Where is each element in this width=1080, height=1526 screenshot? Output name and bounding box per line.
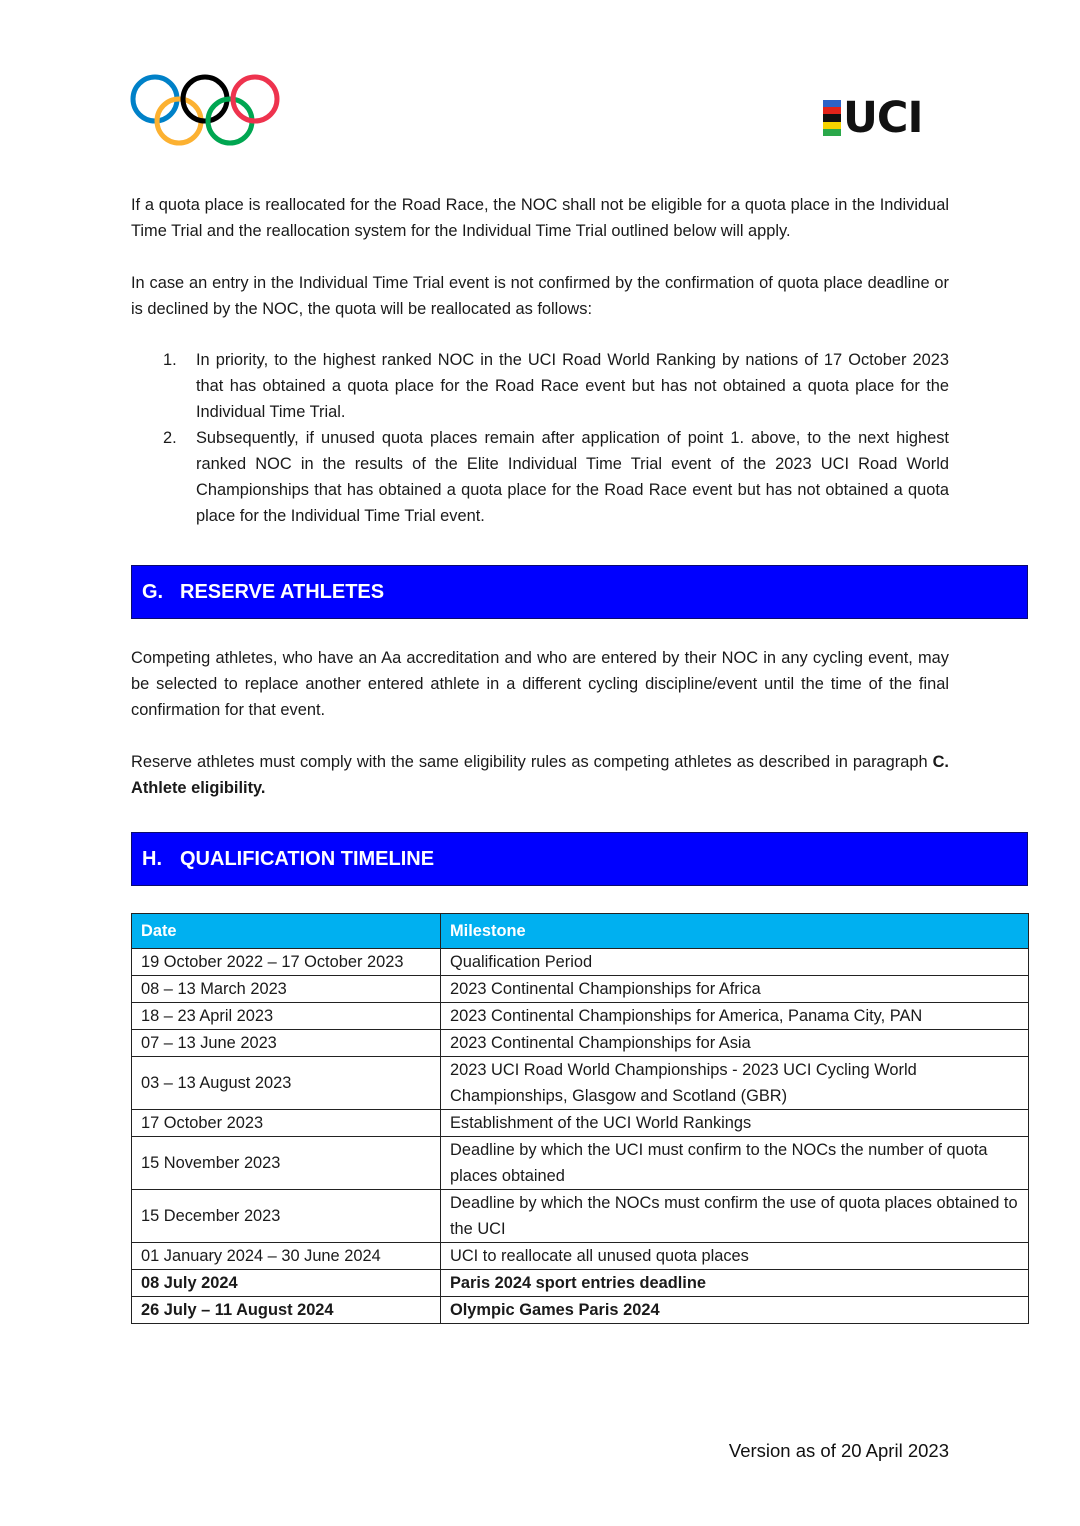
version-footer: Version as of 20 April 2023 <box>728 1440 949 1461</box>
section-letter: H. <box>142 847 162 870</box>
table-row <box>132 1137 1029 1190</box>
milestone-cell: Olympic Games Paris 2024 <box>441 1297 1029 1324</box>
milestone-cell: Deadline by which the UCI must confirm to the NOCs the number of quota places obtained <box>441 1137 1029 1190</box>
milestone-cell: 2023 Continental Championships for Africa <box>441 976 1029 1003</box>
list-item-number: 1. <box>163 351 177 369</box>
list-item-text: In priority, to the highest ranked NOC in the UCI Road World Ranking by nations of 17 October 2023 that has obtained a quota place for the Road Race event but has not obtained a quota place for the Individual Time Trial. <box>196 351 949 421</box>
table-row <box>132 1057 1029 1110</box>
milestone-cell: Deadline by which the NOCs must confirm the use of quota places obtained to the UCI <box>441 1190 1029 1243</box>
column-header-date: Date <box>132 914 441 949</box>
olympic-rings-logo <box>128 72 284 148</box>
date-cell: 07 – 13 June 2023 <box>132 1030 441 1057</box>
paragraph-reserve-athletes: Competing athletes, who have an Aa accreditation and who are entered by their NOC in any cycling event, may be selected to replace another entered athlete in a different cycling discipline/event until the time of the final confirmation for that event. <box>131 649 949 719</box>
table-row <box>132 1243 1029 1270</box>
reallocation-list <box>131 347 949 529</box>
date-cell: 08 – 13 March 2023 <box>132 976 441 1003</box>
table-row <box>132 1270 1029 1297</box>
uci-logo-text: UCI <box>843 93 923 143</box>
date-cell: 15 November 2023 <box>132 1137 441 1190</box>
table-row <box>132 1003 1029 1030</box>
date-cell: 03 – 13 August 2023 <box>132 1057 441 1110</box>
paragraph-reserve-eligibility <box>131 749 949 801</box>
section-heading-qualification-timeline <box>131 832 1028 886</box>
list-item-text: Subsequently, if unused quota places remain after application of point 1. above, to the next highest ranked NOC in the results of the Elite Individual Time Trial event of the 2023 UCI Road World Championships that has obtained a quota place for the Road Race event but has not obtained a quota place for the Individual Time Trial event. <box>196 429 949 525</box>
section-title: RESERVE ATHLETES <box>180 580 385 603</box>
table-row <box>132 976 1029 1003</box>
uci-stripes-icon <box>823 100 841 136</box>
milestone-cell: 2023 Continental Championships for Asia <box>441 1030 1029 1057</box>
date-cell: 19 October 2022 – 17 October 2023 <box>132 949 441 976</box>
table-row <box>132 1297 1029 1324</box>
table-row <box>132 1030 1029 1057</box>
uci-logo <box>823 93 923 143</box>
date-cell: 15 December 2023 <box>132 1190 441 1243</box>
section-title: QUALIFICATION TIMELINE <box>180 847 435 870</box>
date-cell: 01 January 2024 – 30 June 2024 <box>132 1243 441 1270</box>
milestone-cell: 2023 UCI Road World Championships - 2023 UCI Cycling World Championships, Glasgow and Scotland (GBR) <box>441 1057 1029 1110</box>
column-header-milestone: Milestone <box>441 914 1029 949</box>
eligibility-reference: C. Athlete eligibility. <box>131 753 949 797</box>
milestone-cell: Establishment of the UCI World Rankings <box>441 1110 1029 1137</box>
table-header-row <box>132 914 1029 949</box>
qualification-timeline-table <box>131 913 1029 1324</box>
milestone-cell: Paris 2024 sport entries deadline <box>441 1270 1029 1297</box>
paragraph-road-race-reallocation: If a quota place is reallocated for the Road Race, the NOC shall not be eligible for a quota place in the Individual Time Trial and the reallocation system for the Individual Time Trial outlined below will apply. <box>131 196 949 240</box>
table-row <box>132 1110 1029 1137</box>
milestone-cell: 2023 Continental Championships for America, Panama City, PAN <box>441 1003 1029 1030</box>
list-item-number: 2. <box>163 429 177 447</box>
list-item <box>131 347 949 425</box>
date-cell: 26 July – 11 August 2024 <box>132 1297 441 1324</box>
milestone-cell: UCI to reallocate all unused quota places <box>441 1243 1029 1270</box>
list-item <box>131 425 949 529</box>
date-cell: 08 July 2024 <box>132 1270 441 1297</box>
section-heading-reserve-athletes <box>131 565 1028 619</box>
table-row <box>132 1190 1029 1243</box>
paragraph-itt-reallocation: In case an entry in the Individual Time Trial event is not confirmed by the confirmation of quota place deadline or is declined by the NOC, the quota will be reallocated as follows: <box>131 274 949 318</box>
date-cell: 17 October 2023 <box>132 1110 441 1137</box>
eligibility-text: Reserve athletes must comply with the same eligibility rules as competing athletes as described in paragraph <box>131 753 933 771</box>
milestone-cell: Qualification Period <box>441 949 1029 976</box>
date-cell: 18 – 23 April 2023 <box>132 1003 441 1030</box>
table-row <box>132 949 1029 976</box>
section-letter: G. <box>142 580 164 603</box>
